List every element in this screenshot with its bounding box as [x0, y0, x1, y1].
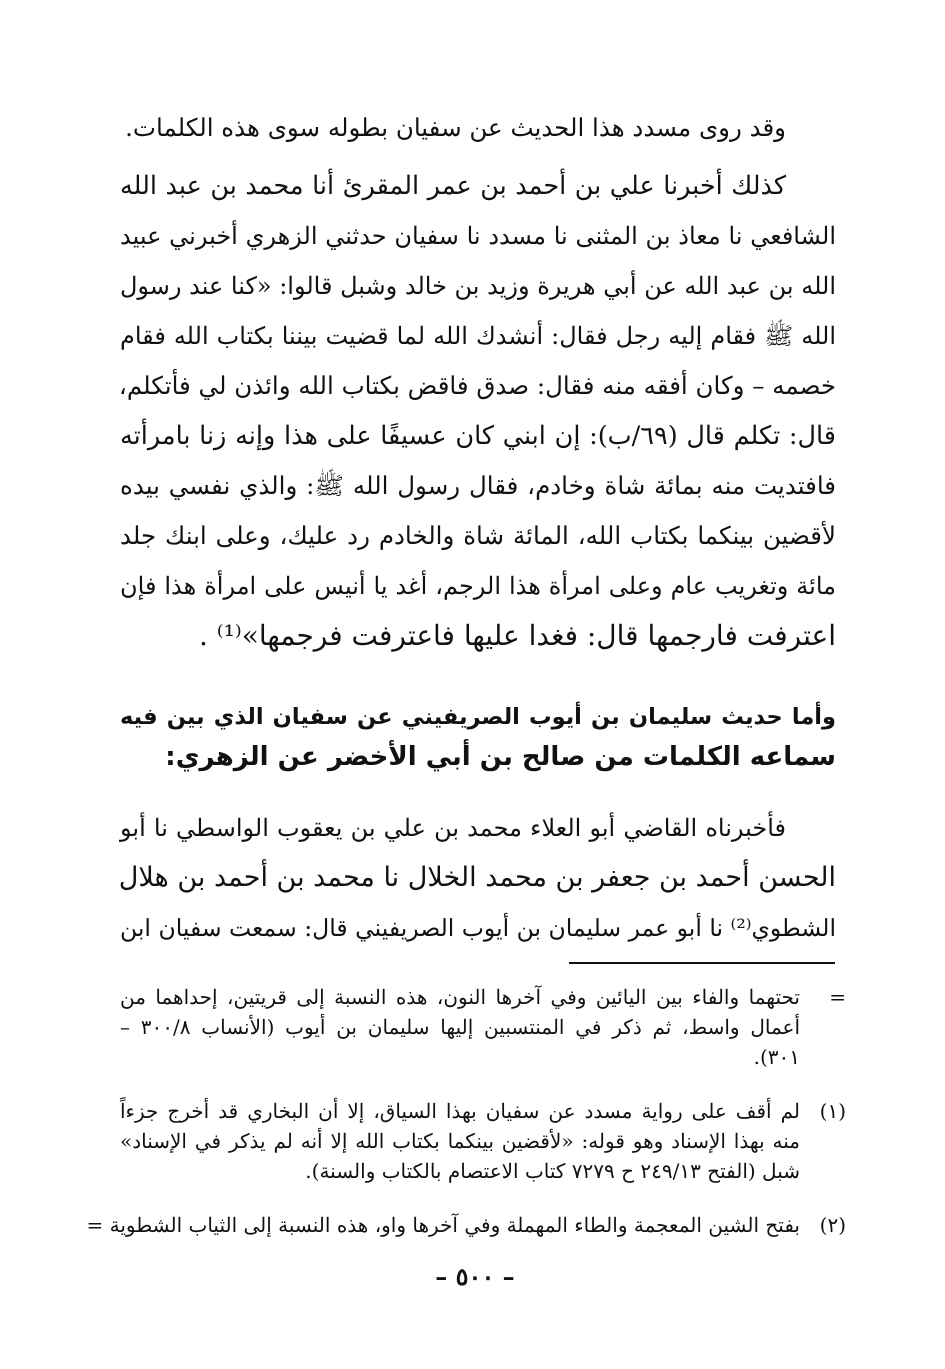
- text-line: فافتديت منه بمائة شاة وخادم، فقال رسول الله ﷺ: والذي نفسي بيده: [120, 471, 836, 500]
- footnote-marker: =: [829, 985, 846, 1009]
- text-line: الشافعي نا معاذ بن المثنى نا مسدد نا سفيان حدثني الزهري أخبرني عبيد: [120, 222, 836, 250]
- footnote-1: [120, 1096, 846, 1186]
- intro-paragraph: [120, 103, 836, 153]
- footnote-marker: (٢): [819, 1213, 846, 1237]
- footnote-line: ٣٠١).: [753, 1045, 800, 1069]
- footnote-2: [86, 1210, 846, 1240]
- text-line: لأقضين بينكما بكتاب الله، المائة شاة والخادم رد عليك، وعلى ابنك جلد: [120, 521, 836, 550]
- text-line: الله بن عبد الله عن أبي هريرة وزيد بن خالد وشبل قالوا: «كنا عند رسول: [119, 272, 836, 300]
- text-line: كذلك أخبرنا علي بن أحمد بن عمر المقرئ أنا محمد بن عبد الله: [120, 171, 786, 201]
- text-line: مائة وتغريب عام وعلى امرأة هذا الرجم، أغد يا أنيس على امرأة هذا فإن: [120, 572, 836, 600]
- page-number: – ٥٠٠ –: [435, 1262, 515, 1291]
- footnote-separator: [569, 962, 835, 964]
- footnote-line: شبل (الفتح ٢٤٩/١٣ ح ٧٢٧٩ كتاب الاعتصام بالكتاب والسنة).: [305, 1159, 800, 1183]
- text-line: خصمه – وكان أفقه منه فقال: صدق فاقض بكتاب الله وائذن لي فأتكلم،: [118, 371, 836, 400]
- text-line: اعترفت فارجمها قال: فغدا عليها فاعترفت فرجمها»⁽¹⁾ .: [198, 619, 836, 652]
- footnote-line: تحتهما والفاء بين اليائين وفي آخرها النون، هذه النسبة إلى قريتين، إحداهما من: [120, 985, 800, 1009]
- heading-line: سماعه الكلمات من صالح بن أبي الأخضر عن الزهري:: [165, 742, 836, 772]
- text-line: الله ﷺ فقام إليه رجل فقال: أنشدك الله لما قضيت بيننا بكتاب الله فقام: [120, 322, 836, 350]
- text-line: الحسن أحمد بن جعفر بن محمد الخلال نا محمد بن أحمد بن هلال: [118, 862, 836, 893]
- text-line: الشطوي⁽²⁾ نا أبو عمر سليمان بن أيوب الصريفيني قال: سمعت سفيان ابن: [120, 914, 836, 942]
- text-line: فأخبرناه القاضي أبو العلاء محمد بن علي بن يعقوب الواسطي نا أبو: [120, 814, 787, 842]
- text-line: قال: تكلم قال (٦٩/ب): إن ابني كان عسيفًا على هذا وإنه زنا بامرأته: [120, 421, 836, 451]
- hadith-paragraph-2: [120, 803, 836, 953]
- footnote-line: أعمال واسط، ثم ذكر في المنتسبين إليها سليمان بن أيوب (الأنساب ٣٠٠/٨ –: [120, 1015, 801, 1039]
- footnote-line: منه بهذا الإسناد وهو قوله: «لأقضين بينكما بكتاب الله إلا أنه لم يذكر في الإسناد»: [120, 1129, 800, 1153]
- intro-line: وقد روى مسدد هذا الحديث عن سفيان بطوله سوى هذه الكلمات.: [125, 113, 786, 142]
- section-heading: [120, 697, 836, 777]
- hadith-paragraph-1: [120, 161, 836, 661]
- footnote-line: لم أقف على رواية مسدد عن سفيان بهذا السياق، إلا أن البخاري قد أخرج جزءاً: [120, 1099, 800, 1123]
- footnote-continued: [120, 982, 846, 1072]
- footnote-marker: (١): [819, 1099, 846, 1123]
- heading-line: وأما حديث سليمان بن أيوب الصريفيني عن سفيان الذي بين فيه: [120, 704, 836, 730]
- footnote-line: بفتح الشين المعجمة والطاء المهملة وفي آخرها واو، هذه النسبة إلى الثياب الشطوية =: [86, 1213, 800, 1237]
